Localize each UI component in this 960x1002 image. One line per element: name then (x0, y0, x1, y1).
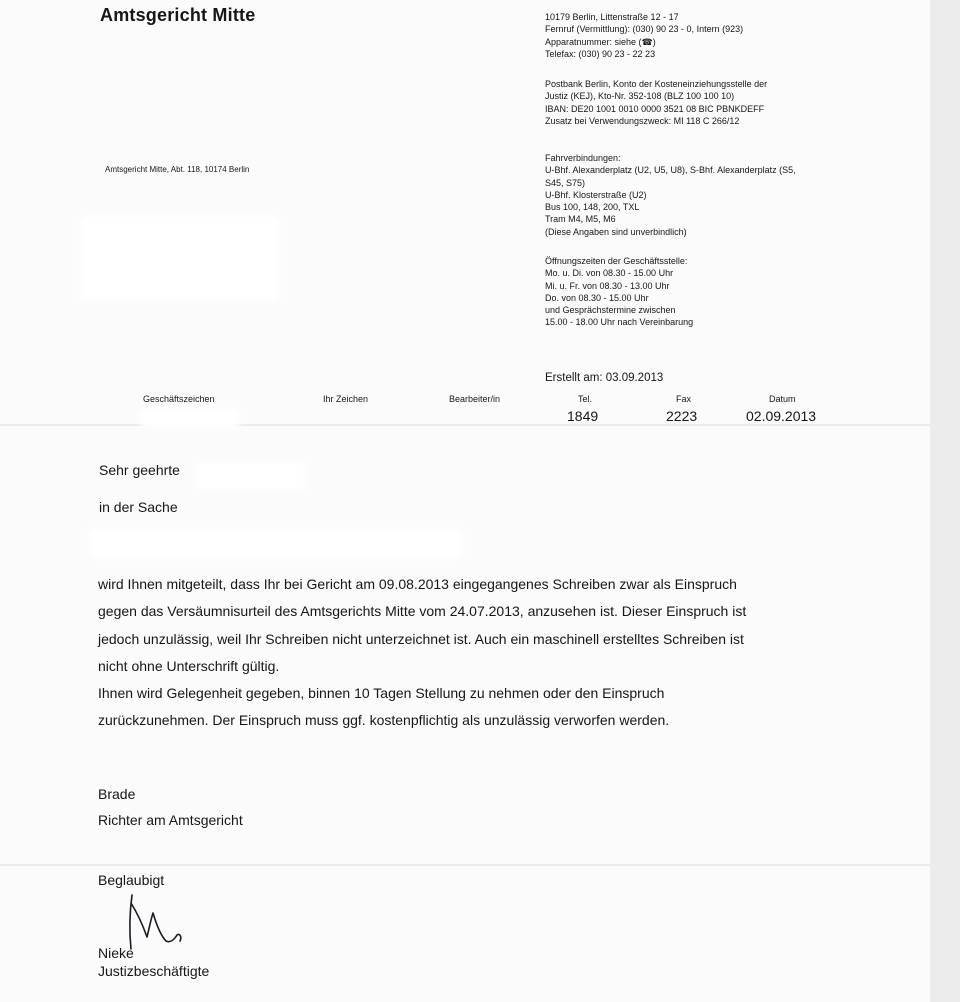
body-line: nicht ohne Unterschrift gültig. (98, 657, 280, 674)
bank-line: Zusatz bei Verwendungszweck: MI 118 C 266/12 (545, 115, 740, 126)
court-phone: Fernruf (Vermittlung): (030) 90 23 - 0, Intern (923) (545, 24, 744, 35)
scan-edge (930, 0, 960, 1002)
transport-block (545, 152, 796, 238)
redacted-recipient-address (80, 215, 280, 300)
body-line: zurückzunehmen. Der Einspruch muss ggf. kostenpflichtig als unzulässig verworfen werden. (98, 712, 670, 729)
court-extension: Apparatnummer: siehe (☎) (545, 36, 656, 47)
tel-label: Tel. (578, 394, 593, 404)
paper-fold (0, 864, 930, 866)
transport-line: Bus 100, 148, 200, TXL (545, 202, 640, 213)
contact-block (545, 11, 743, 60)
signer-title: Richter am Amtsgericht (98, 812, 243, 828)
bank-line: Postbank Berlin, Konto der Kosteneinziehungsstelle der (545, 79, 768, 89)
created-date: Erstellt am: 03.09.2013 (545, 372, 664, 384)
sender-address-line: Amtsgericht Mitte, Abt. 118, 10174 Berlin (105, 165, 250, 174)
court-fax: Telefax: (030) 90 23 - 22 23 (545, 48, 656, 59)
transport-line: S45, S75) (545, 177, 586, 188)
fax-label: Fax (676, 394, 692, 404)
clerk-name: Nieke (98, 945, 134, 961)
body-line: jedoch unzulässig, weil Ihr Schreiben nicht unterzeichnet ist. Auch ein maschinell erstelltes Schreiben ist (98, 630, 744, 647)
hours-line: 15.00 - 18.00 Uhr nach Vereinbarung (545, 317, 694, 328)
bank-line: Justiz (KEJ), Kto-Nr. 352-108 (BLZ 100 100 10) (545, 91, 735, 102)
opening-hours-block (545, 255, 693, 329)
redacted-recipient-name (195, 462, 305, 490)
hours-line: Mo. u. Di. von 08.30 - 15.00 Uhr (545, 268, 674, 279)
body-line: gegen das Versäumnisurteil des Amtsgerichts Mitte vom 24.07.2013, anzusehen ist. Dieser Einspruch ist (98, 603, 747, 620)
redacted-case-number (140, 408, 240, 428)
transport-heading: Fahrverbindungen: (545, 153, 621, 163)
hours-line: und Gesprächstermine zwischen (545, 305, 676, 316)
case-number-label: Geschäftszeichen (143, 394, 215, 404)
bank-line: IBAN: DE20 1001 0010 0000 3521 08 BIC PBNKDEFF (545, 103, 765, 114)
signer-block (98, 781, 243, 833)
transport-line: U-Bhf. Klosterstraße (U2) (545, 189, 647, 200)
your-reference-label: Ihr Zeichen (323, 394, 369, 404)
fax-value: 2223 (666, 408, 698, 424)
court-address: 10179 Berlin, Littenstraße 12 - 17 (545, 12, 679, 22)
hours-line: Do. von 08.30 - 15.00 Uhr (545, 292, 649, 303)
salutation: Sehr geehrte (99, 462, 180, 478)
transport-line: (Diese Angaben sind unverbindlich) (545, 226, 687, 237)
transport-line: U-Bhf. Alexanderplatz (U2, U5, U8), S-Bhf. Alexanderplatz (S5, (545, 165, 796, 176)
subject-intro: in der Sache (99, 499, 178, 515)
transport-line: Tram M4, M5, M6 (545, 214, 616, 225)
hours-heading: Öffnungszeiten der Geschäftsstelle: (545, 256, 688, 266)
redacted-case-subject (88, 528, 463, 558)
signer-name: Brade (98, 786, 136, 802)
hours-line: Mi. u. Fr. von 08.30 - 13.00 Uhr (545, 280, 670, 291)
clerk-label: Bearbeiter/in (449, 394, 501, 404)
tel-value: 1849 (567, 408, 599, 424)
date-label: Datum (769, 394, 796, 404)
certified-label: Beglaubigt (98, 872, 165, 888)
clerk-block (98, 944, 209, 980)
bank-block (545, 78, 767, 127)
body-line: wird Ihnen mitgeteilt, dass Ihr bei Gericht am 09.08.2013 eingegangenes Schreiben zwar als Einspruch (98, 576, 737, 592)
date-value: 02.09.2013 (746, 408, 817, 424)
body-line: Ihnen wird Gelegenheit gegeben, binnen 10 Tagen Stellung zu nehmen oder den Einspruch (98, 685, 665, 702)
letter-body (98, 571, 746, 735)
court-name: Amtsgericht Mitte (100, 5, 256, 25)
clerk-title: Justizbeschäftigte (98, 963, 210, 979)
